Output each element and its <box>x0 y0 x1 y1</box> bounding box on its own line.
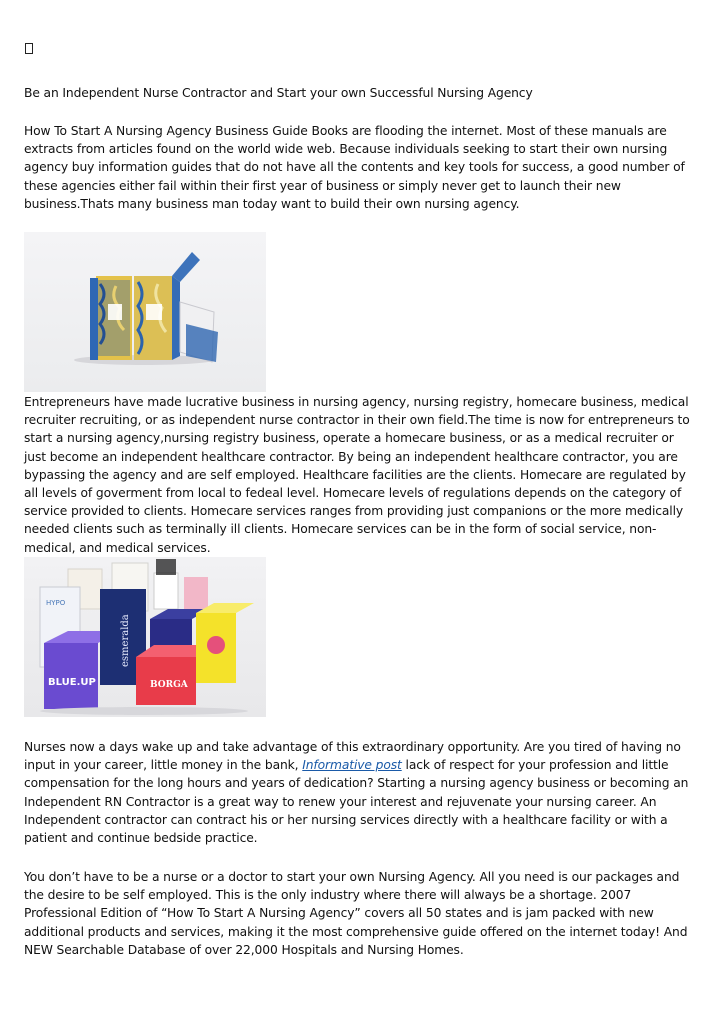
box-label-hypo: HYPO <box>46 599 66 607</box>
packaging-boxes-image-2 <box>24 557 266 717</box>
paragraph-3-end: lack of respect for your profession and little compensation for the long hours and years of dedication? Starting a nursing agency business or becoming an Independent RN Contractor is a great way to renew your interest and rejuvenate your nursing career. An Independent contractor can contract his or her nursing services directly with a healthcare facility or with a patient and continue bedside practice. <box>24 758 689 846</box>
box-label-blueup: BLUE.UP <box>48 677 96 688</box>
box-label-borga: BORGA <box>150 680 188 690</box>
paragraph-4: You don’t have to be a nurse or a doctor to start your own Nursing Agency. All you need is our packages and the desire to be self employed. This is the only industry where there will always be a shortage. 2007 Professional Edition of “How To Start A Nursing Agency” covers all 50 states and is jam packed with new additional products and services, making it the most comprehensive guide offered on the internet today! And NEW Searchable Database of over 22,000 Hospitals and Nursing Homes. <box>24 870 688 957</box>
paragraph-3 <box>24 738 699 847</box>
boxes-illustration-2 <box>24 557 266 717</box>
paragraph-2: Entrepreneurs have made lucrative business in nursing agency, nursing registry, homecare business, medical recruiter recruiting, or as independent nurse contractor in their own field.The time is now for entrepreneurs to start a nursing agency,nursing registry business, operate a homecare business, or as a medical recruiter or just become an independent healthcare contractor. By being an independent healthcare contractor, you are bypassing the agency and are self employed. Healthcare facilities are the clients. Homecare are regulated by all levels of goverment from local to fedeal level. Homecare levels of regulations depends on the category of service provided to clients. Homecare services ranges from providing just companions or the more medically needed clients such as terminally ill clients. Homecare services can be in the form of social service, non-medical, and medical services. <box>24 395 690 555</box>
missing-glyph-icon <box>25 43 33 54</box>
box-label-esmeralda: esmeralda <box>120 614 131 667</box>
boxes-illustration-1 <box>24 232 266 392</box>
informative-post-link[interactable]: Informative post <box>302 758 402 773</box>
paragraph-1: How To Start A Nursing Agency Business Guide Books are flooding the internet. Most of these manuals are extracts from articles found on the world wide web. Because individuals seeking to start their own nursing agency buy information guides that do not have all the contents and key tools for success, a good number of these agencies either fail within their first year of business or simply never get to launch their new business.Thats many business man today want to build their own nursing agency. <box>24 124 685 211</box>
page-title: Be an Independent Nurse Contractor and Start your own Successful Nursing Agency <box>24 86 533 100</box>
paragraph-3-start: Nurses now a days wake up and take advantage of this extraordinary opportunity. Are you tired of having no input in your career, little money in the bank, <box>24 740 681 773</box>
packaging-boxes-image-1 <box>24 232 266 392</box>
